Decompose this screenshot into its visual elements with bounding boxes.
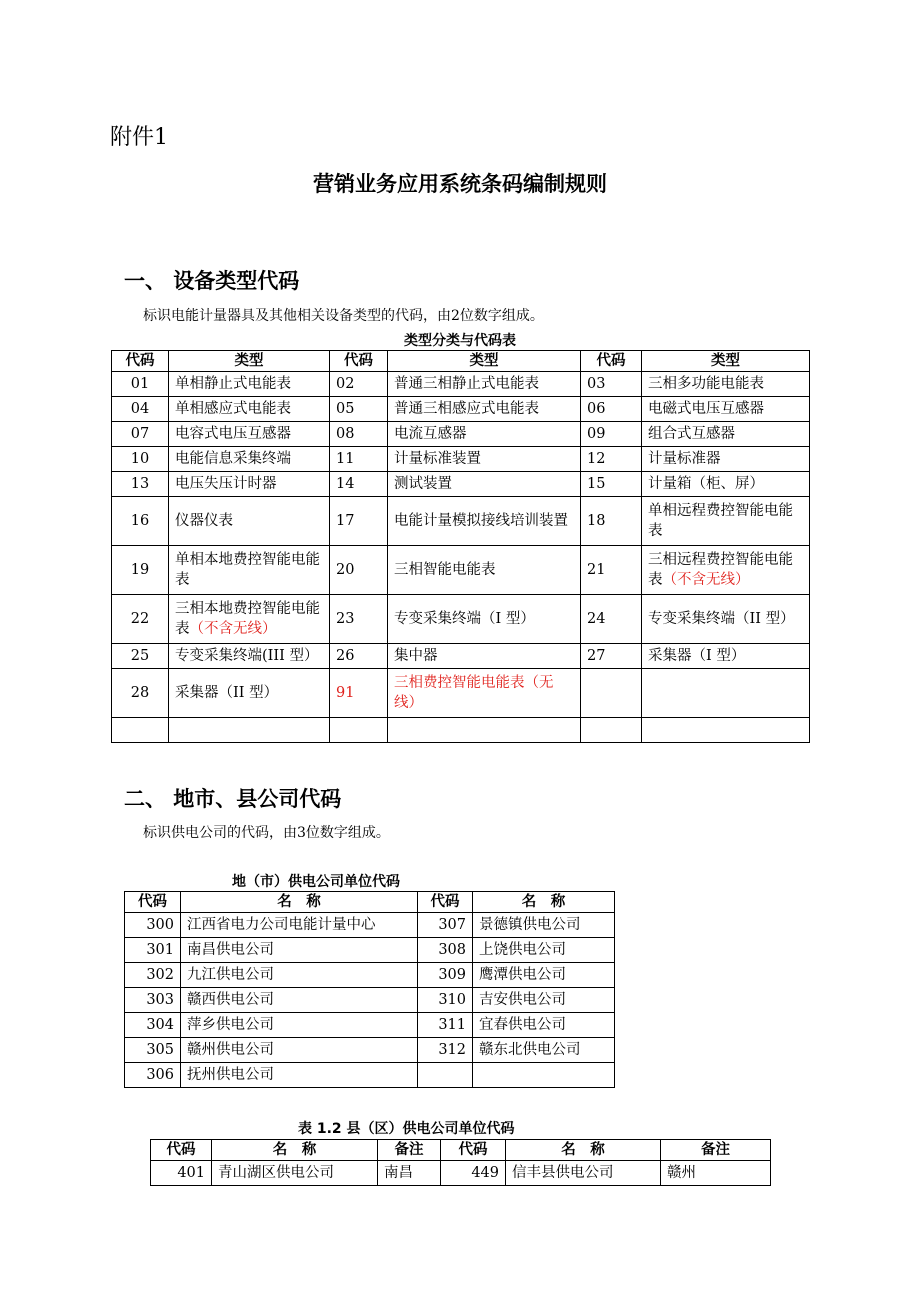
table-row [112, 644, 810, 669]
type-code: 10 [112, 447, 169, 472]
table-row [125, 1038, 615, 1063]
column-header: 代码 [112, 351, 169, 372]
type-code: 14 [330, 472, 388, 497]
column-header: 代码 [441, 1140, 506, 1161]
type-code: 16 [112, 497, 169, 546]
table-row [112, 546, 810, 595]
type-name-with-note [642, 546, 810, 595]
company-name: 赣东北供电公司 [473, 1038, 615, 1063]
type-name: 电压失压计时器 [169, 472, 330, 497]
table-row [112, 472, 810, 497]
type-code: 02 [330, 372, 388, 397]
column-header: 备注 [378, 1140, 441, 1161]
type-name-with-note [169, 595, 330, 644]
company-name: 江西省电力公司电能计量中心 [181, 913, 418, 938]
type-name: 普通三相静止式电能表 [388, 372, 581, 397]
type-name: 电容式电压互感器 [169, 422, 330, 447]
table-row [125, 988, 615, 1013]
company-name [473, 1063, 615, 1088]
type-code: 13 [112, 472, 169, 497]
column-header: 备注 [661, 1140, 771, 1161]
type-name: 单相感应式电能表 [169, 397, 330, 422]
type-code: 07 [112, 422, 169, 447]
table-header-row [125, 892, 615, 913]
company-code: 311 [418, 1013, 473, 1038]
company-code: 300 [125, 913, 181, 938]
company-code: 312 [418, 1038, 473, 1063]
column-header: 代码 [581, 351, 642, 372]
company-code: 305 [125, 1038, 181, 1063]
column-header: 代码 [125, 892, 181, 913]
company-code: 307 [418, 913, 473, 938]
table-row [125, 913, 615, 938]
column-header: 类型 [169, 351, 330, 372]
company-name: 信丰县供电公司 [506, 1161, 661, 1186]
type-code: 91 [330, 669, 388, 718]
type-name: 三相远程费控智能电能表 [648, 552, 793, 588]
type-name: 采集器（I 型） [642, 644, 810, 669]
type-code: 25 [112, 644, 169, 669]
type-name: 普通三相感应式电能表 [388, 397, 581, 422]
company-name: 南昌供电公司 [181, 938, 418, 963]
type-name: 计量箱（柜、屏） [642, 472, 810, 497]
table-header-row [151, 1140, 771, 1161]
table-row [112, 447, 810, 472]
section2-heading: 二、 地市、县公司代码 [124, 787, 342, 811]
type-code: 12 [581, 447, 642, 472]
company-code: 304 [125, 1013, 181, 1038]
type-code: 04 [112, 397, 169, 422]
table-row [112, 397, 810, 422]
type-code: 21 [581, 546, 642, 595]
section1-description: 标识电能计量器具及其他相关设备类型的代码，由2位数字组成。 [143, 308, 544, 324]
type-note: （不含无线） [189, 621, 277, 637]
type-name: 单相本地费控智能电能表 [169, 546, 330, 595]
city-table-caption: 地（市）供电公司单位代码 [232, 874, 400, 890]
column-header: 名 称 [181, 892, 418, 913]
company-code: 302 [125, 963, 181, 988]
company-code [418, 1063, 473, 1088]
type-code: 11 [330, 447, 388, 472]
section1-heading: 一、 设备类型代码 [124, 269, 300, 293]
type-code: 09 [581, 422, 642, 447]
type-code: 24 [581, 595, 642, 644]
table-header-row [112, 351, 810, 372]
type-name: 电能计量模拟接线培训装置 [388, 497, 581, 546]
table-row [112, 669, 810, 718]
table-row [112, 595, 810, 644]
type-name: 单相静止式电能表 [169, 372, 330, 397]
company-remark: 赣州 [661, 1161, 771, 1186]
company-code: 401 [151, 1161, 212, 1186]
company-code: 310 [418, 988, 473, 1013]
type-code: 28 [112, 669, 169, 718]
type-code: 03 [581, 372, 642, 397]
company-name: 抚州供电公司 [181, 1063, 418, 1088]
device-type-table [111, 350, 810, 743]
company-name: 宜春供电公司 [473, 1013, 615, 1038]
empty-cell [330, 718, 388, 743]
type-name: 三相费控智能电能表（无线） [388, 669, 581, 718]
type-name: 专变采集终端（I 型） [388, 595, 581, 644]
type-code: 26 [330, 644, 388, 669]
column-header: 代码 [330, 351, 388, 372]
company-code: 306 [125, 1063, 181, 1088]
company-name: 景德镇供电公司 [473, 913, 615, 938]
table-row-empty [112, 718, 810, 743]
column-header: 名 称 [506, 1140, 661, 1161]
type-code: 18 [581, 497, 642, 546]
company-name: 鹰潭供电公司 [473, 963, 615, 988]
company-name: 九江供电公司 [181, 963, 418, 988]
company-name: 青山湖区供电公司 [212, 1161, 378, 1186]
type-code: 19 [112, 546, 169, 595]
type-code [581, 669, 642, 718]
column-header: 类型 [388, 351, 581, 372]
company-code: 303 [125, 988, 181, 1013]
type-name: 电流互感器 [388, 422, 581, 447]
empty-cell [169, 718, 330, 743]
type-name [642, 669, 810, 718]
empty-cell [112, 718, 169, 743]
empty-cell [388, 718, 581, 743]
type-name: 计量标准器 [642, 447, 810, 472]
type-code: 08 [330, 422, 388, 447]
empty-cell [642, 718, 810, 743]
table-row [151, 1161, 771, 1186]
table-row [112, 372, 810, 397]
company-code: 308 [418, 938, 473, 963]
type-name: 电磁式电压互感器 [642, 397, 810, 422]
company-name: 赣西供电公司 [181, 988, 418, 1013]
type-code: 27 [581, 644, 642, 669]
type-note: （不含无线） [662, 572, 750, 588]
column-header: 代码 [151, 1140, 212, 1161]
type-code: 06 [581, 397, 642, 422]
column-header: 类型 [642, 351, 810, 372]
type-name: 采集器（II 型） [169, 669, 330, 718]
empty-cell [581, 718, 642, 743]
type-name: 测试装置 [388, 472, 581, 497]
type-name: 三相多功能电能表 [642, 372, 810, 397]
column-header: 名 称 [473, 892, 615, 913]
table-row [125, 1063, 615, 1088]
type-code: 17 [330, 497, 388, 546]
type-name: 三相本地费控智能电能表 [175, 601, 320, 637]
county-table-caption: 表 1.2 县（区）供电公司单位代码 [298, 1121, 515, 1137]
type-name: 单相远程费控智能电能表 [642, 497, 810, 546]
type-name: 集中器 [388, 644, 581, 669]
type-code: 05 [330, 397, 388, 422]
city-company-table [124, 891, 615, 1088]
table-row [125, 1013, 615, 1038]
county-company-table [150, 1139, 771, 1186]
table-row [112, 422, 810, 447]
section2-description: 标识供电公司的代码，由3位数字组成。 [143, 825, 390, 841]
type-code: 01 [112, 372, 169, 397]
type-name: 专变采集终端(III 型） [169, 644, 330, 669]
table-row [125, 938, 615, 963]
type-name: 三相智能电能表 [388, 546, 581, 595]
company-name: 赣州供电公司 [181, 1038, 418, 1063]
type-table-caption: 类型分类与代码表 [404, 333, 516, 349]
page-title: 营销业务应用系统条码编制规则 [313, 172, 607, 196]
type-name: 组合式互感器 [642, 422, 810, 447]
table-row [125, 963, 615, 988]
company-remark: 南昌 [378, 1161, 441, 1186]
company-code: 301 [125, 938, 181, 963]
column-header: 代码 [418, 892, 473, 913]
company-name: 上饶供电公司 [473, 938, 615, 963]
type-name: 仪器仪表 [169, 497, 330, 546]
table-row [112, 497, 810, 546]
type-name: 专变采集终端（II 型） [642, 595, 810, 644]
type-code: 23 [330, 595, 388, 644]
type-code: 20 [330, 546, 388, 595]
type-name: 计量标准装置 [388, 447, 581, 472]
company-code: 449 [441, 1161, 506, 1186]
type-code: 15 [581, 472, 642, 497]
attachment-label: 附件1 [110, 125, 168, 150]
type-name: 电能信息采集终端 [169, 447, 330, 472]
type-code: 22 [112, 595, 169, 644]
company-code: 309 [418, 963, 473, 988]
column-header: 名 称 [212, 1140, 378, 1161]
company-name: 吉安供电公司 [473, 988, 615, 1013]
company-name: 萍乡供电公司 [181, 1013, 418, 1038]
